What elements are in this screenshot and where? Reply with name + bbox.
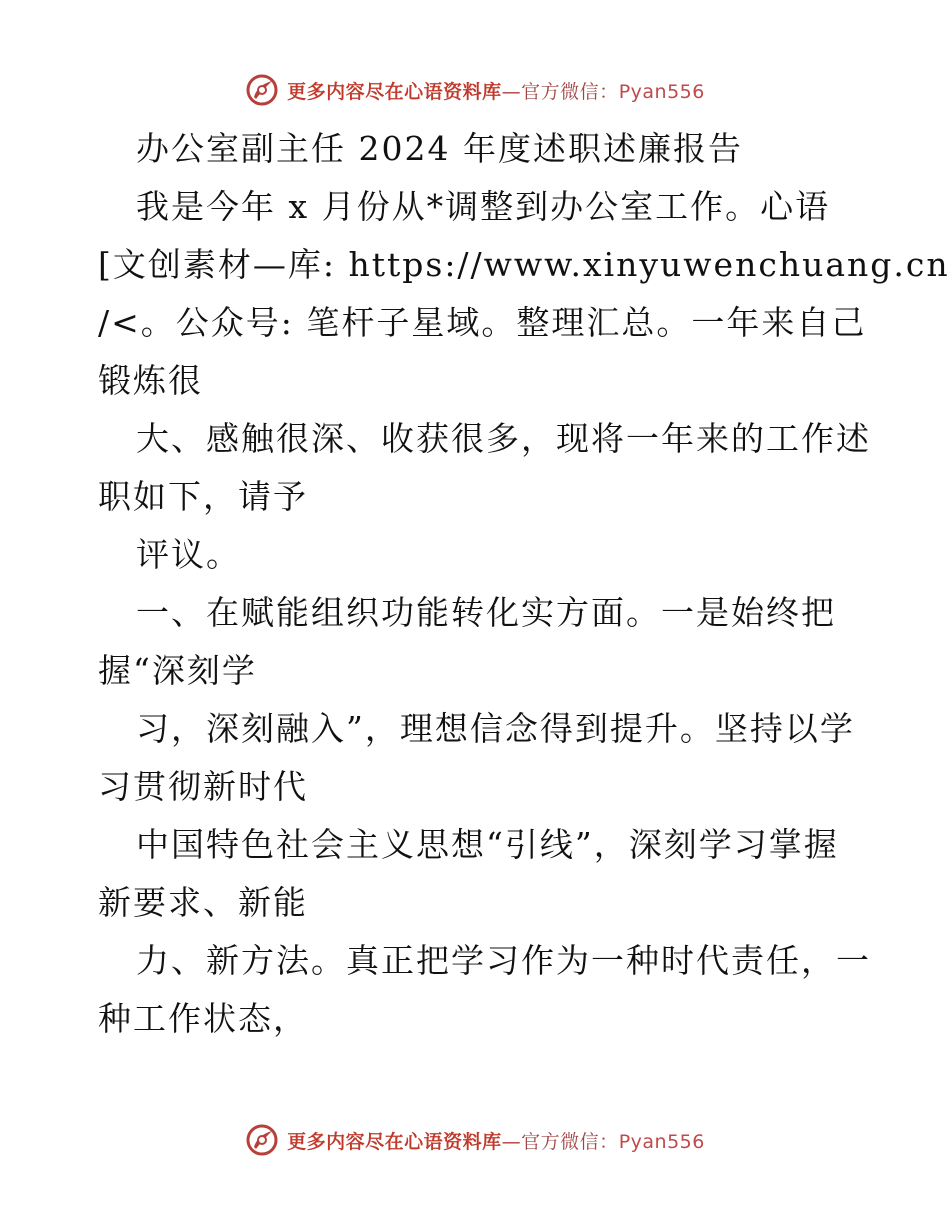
document-title: 办公室副主任 2024 年度述职述廉报告	[136, 129, 743, 168]
paragraph-line: [文创素材—库: https://www.xinyuwenchuang.cn	[98, 245, 950, 284]
paragraph-line: 种工作状态，	[98, 999, 308, 1038]
footer-watermark	[0, 1118, 950, 1162]
paragraph-line: 评议。	[136, 535, 241, 574]
watermark-text	[287, 1127, 705, 1154]
watermark-lead: 更多内容尽在心语资料库	[287, 80, 502, 103]
paragraph-line: 大、感触很深、收获很多，现将一年来的工作述	[136, 419, 871, 458]
watermark-separator: —	[501, 1130, 522, 1153]
seal-logo-icon	[245, 1123, 279, 1157]
paragraph-line: 习，深刻融入”，理想信念得到提升。坚持以学	[136, 709, 855, 748]
paragraph-line: 职如下，请予	[98, 477, 308, 516]
watermark-tail: 官方微信：	[521, 1130, 619, 1153]
watermark-separator: —	[501, 80, 522, 103]
paragraph-line: 握“深刻学	[98, 651, 257, 690]
watermark-text	[287, 77, 705, 104]
paragraph-line: /<。公众号: 笔杆子星域。整理汇总。一年来自己	[98, 303, 867, 342]
watermark-wechat-id: Pyan556	[618, 80, 705, 103]
paragraph-line: 习贯彻新时代	[98, 767, 308, 806]
header-watermark	[0, 68, 950, 112]
watermark-wechat-id: Pyan556	[618, 1130, 705, 1153]
paragraph-line: 一、在赋能组织功能转化实方面。一是始终把	[136, 593, 836, 632]
watermark-lead: 更多内容尽在心语资料库	[287, 1130, 502, 1153]
paragraph-line: 锻炼很	[98, 361, 203, 400]
watermark-tail: 官方微信：	[521, 80, 619, 103]
paragraph-line: 新要求、新能	[98, 883, 308, 922]
paragraph-line: 中国特色社会主义思想“引线”，深刻学习掌握	[136, 825, 839, 864]
paragraph-line: 我是今年 x 月份从*调整到办公室工作。心语	[136, 187, 831, 226]
document-body	[98, 120, 950, 1048]
paragraph-line: 力、新方法。真正把学习作为一种时代责任，一	[136, 941, 871, 980]
seal-logo-icon	[245, 73, 279, 107]
